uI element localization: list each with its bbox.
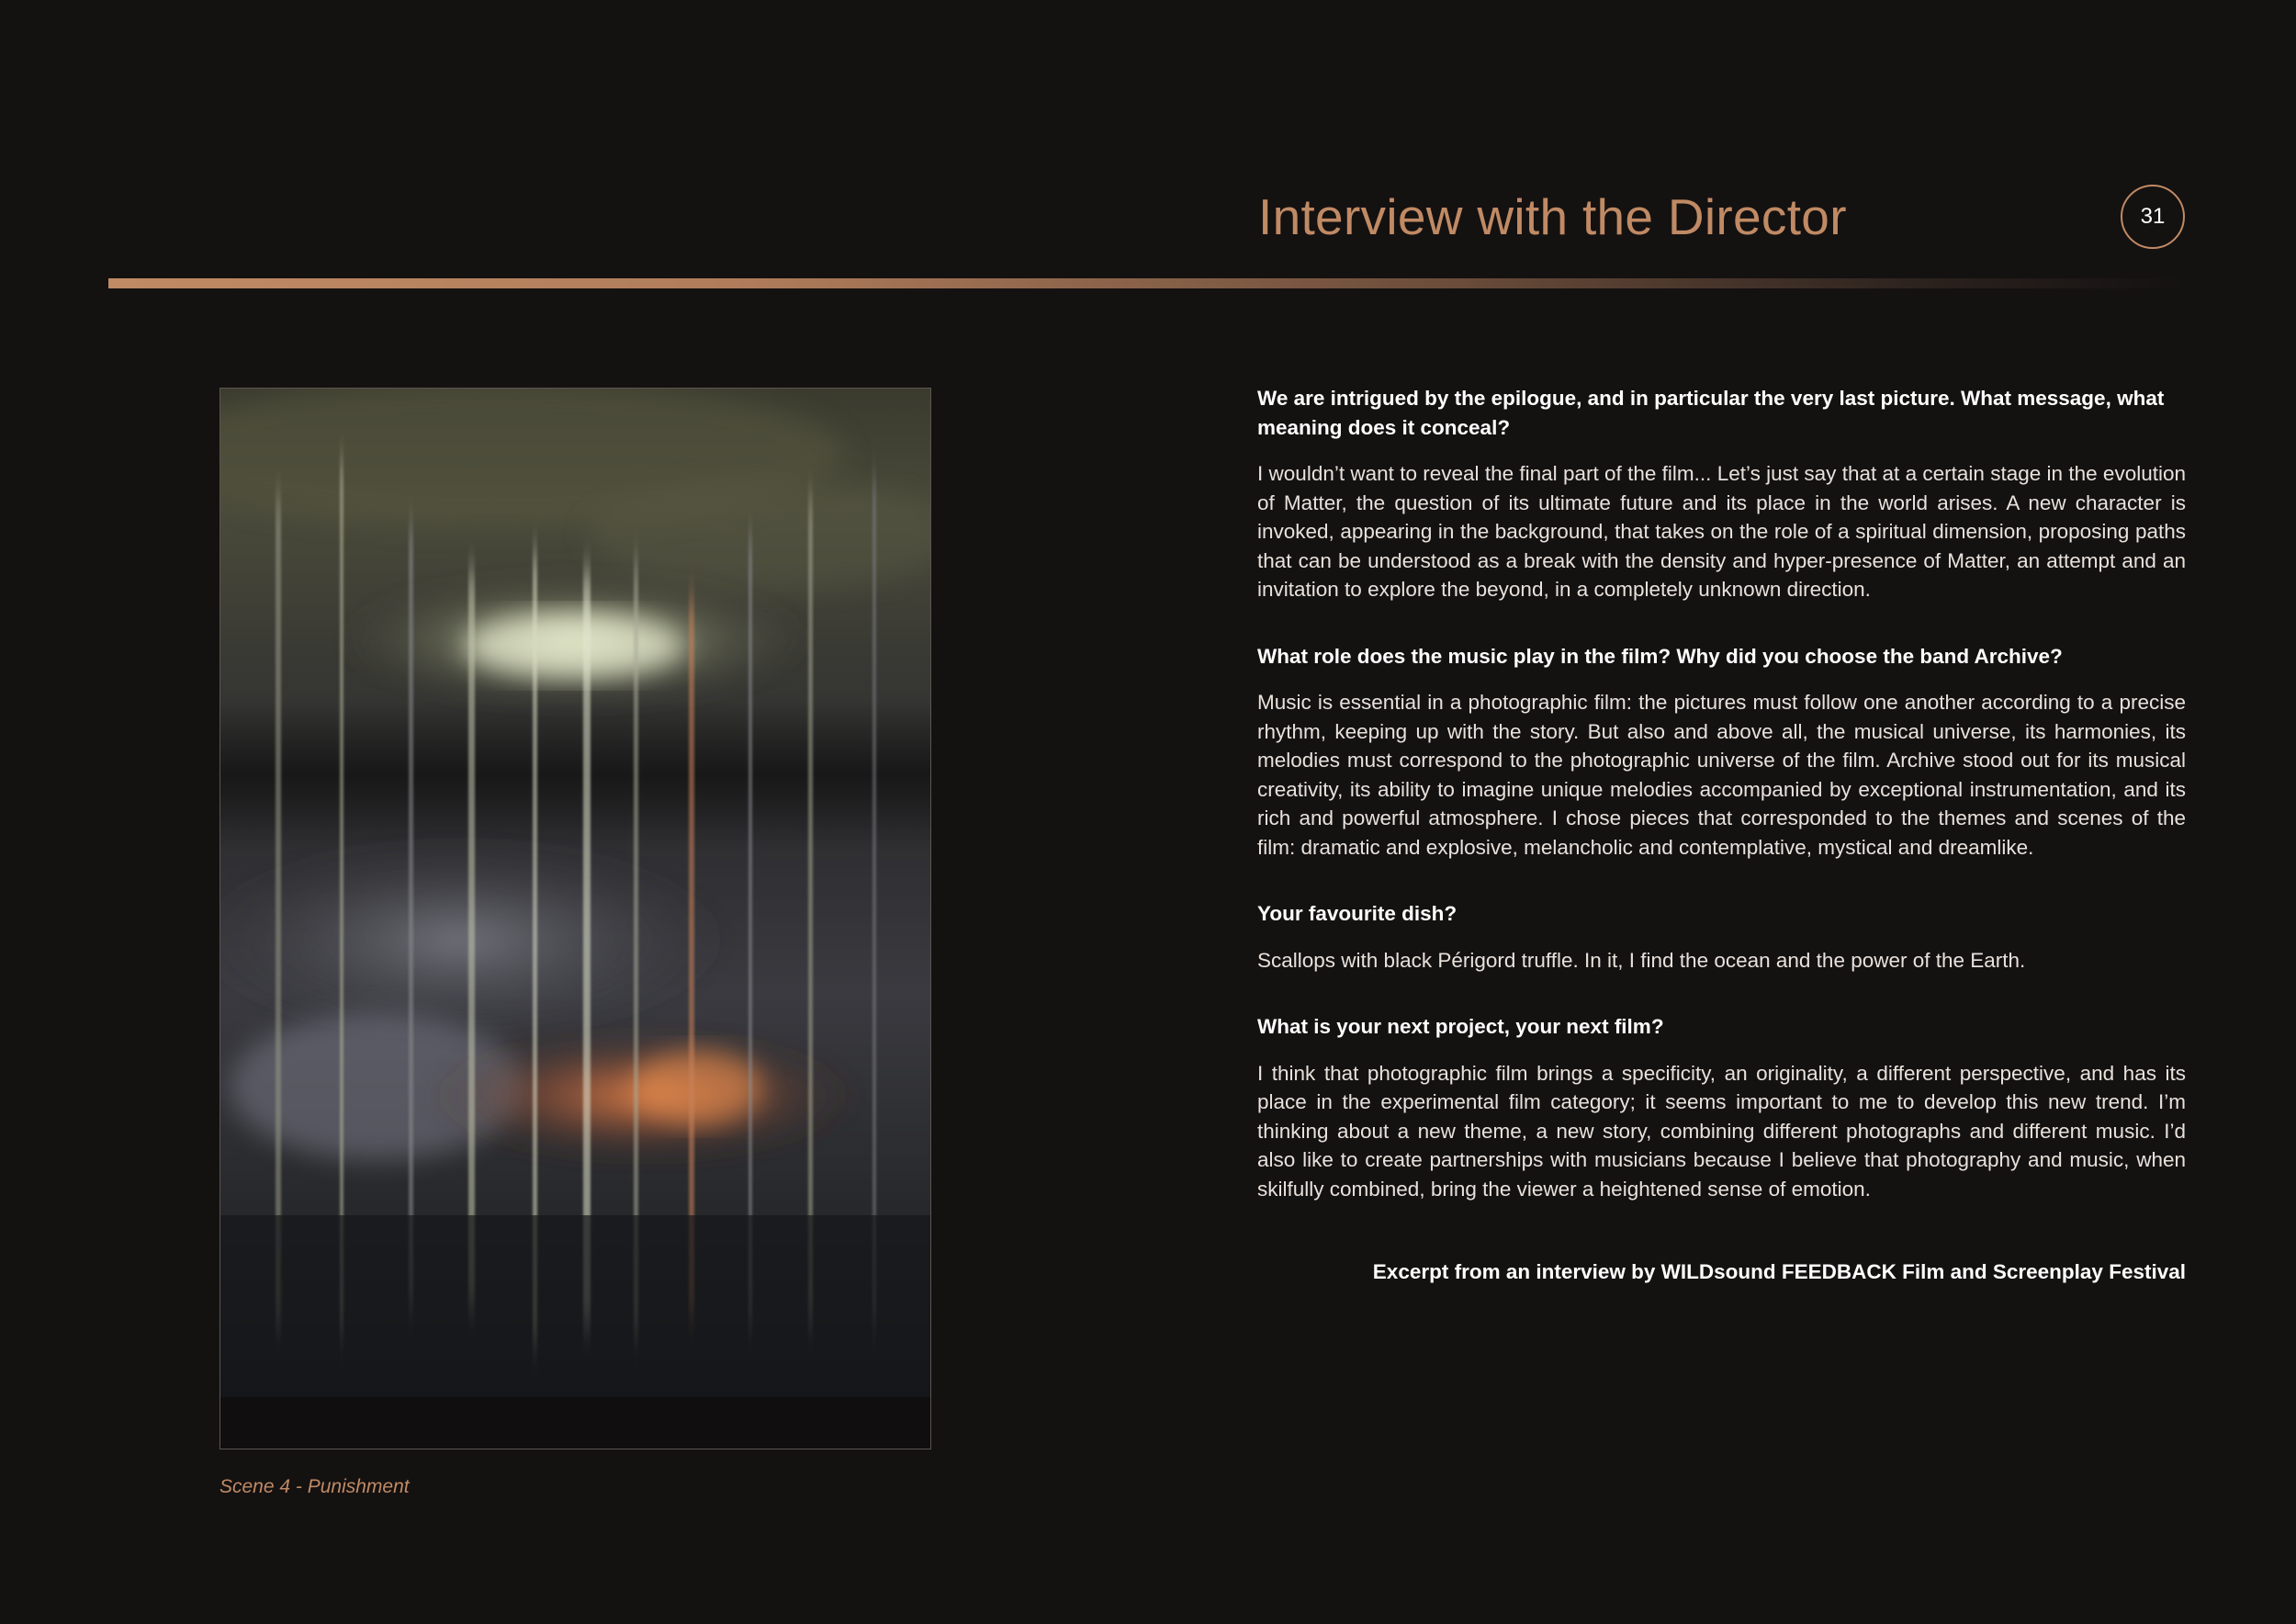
- interview-answer: Scallops with black Périgord truffle. In it, I find the ocean and the power of the Earth.: [1257, 948, 2026, 972]
- interview-answer: I wouldn’t want to reveal the final part of the film... Let’s just say that at a certain stage in the evolution of Matter, the question of its ultimate future and its place in the world arises. A new character is invoked, appearing in the background, that takes on the role of a spiritual dimension, proposing paths that can be understood as a break with the density and hyper-presence of Matter, an attempt and an invitation to explore the beyond, in a completely unknown direction.: [1257, 462, 2186, 601]
- interview-question: We are intrigued by the epilogue, and in particular the very last picture. What message, what meaning does it conceal?: [1257, 387, 2165, 439]
- scene-photo: [219, 388, 931, 1449]
- page-number-badge: 31: [2121, 185, 2185, 249]
- header-divider: [108, 278, 2186, 288]
- interview-question: What role does the music play in the film? Why did you choose the band Archive?: [1257, 644, 2063, 668]
- source-credit: Excerpt from an interview by WILDsound FEEDBACK Film and Screenplay Festival: [1372, 1260, 2186, 1283]
- interview-text-column: [1257, 384, 2186, 1287]
- interview-question: What is your next project, your next film?: [1257, 1015, 1664, 1038]
- photo-caption: Scene 4 - Punishment: [219, 1476, 410, 1497]
- interview-question: Your favourite dish?: [1257, 902, 1458, 925]
- scene-photo-art: [220, 389, 930, 1397]
- page-title: Interview with the Director: [1258, 188, 1847, 245]
- interview-answer: I think that photographic film brings a specificity, an originality, a different perspective, and has its place in the experimental film category; it seems important to me to develop this new trend. I’m thinking about a new theme, a new story, combining different photographs and different music. I’d also like to create partnerships with musicians because I believe that photography and music, when skilfully combined, bring the viewer a heightened sense of emotion.: [1257, 1061, 2186, 1201]
- interview-answer: Music is essential in a photographic film: the pictures must follow one another according to a precise rhythm, keeping up with the story. But also and above all, the musical universe, its harmonies, its melodies must correspond to the photographic universe of the film. Archive stood out for its musical creativity, its ability to imagine unique melodies accompanied by exceptional instrumentation, and its rich and powerful atmosphere. I chose pieces that corresponded to the themes and scenes of the film: dramatic and explosive, melancholic and contemplative, mystical and dreamlike.: [1257, 691, 2186, 859]
